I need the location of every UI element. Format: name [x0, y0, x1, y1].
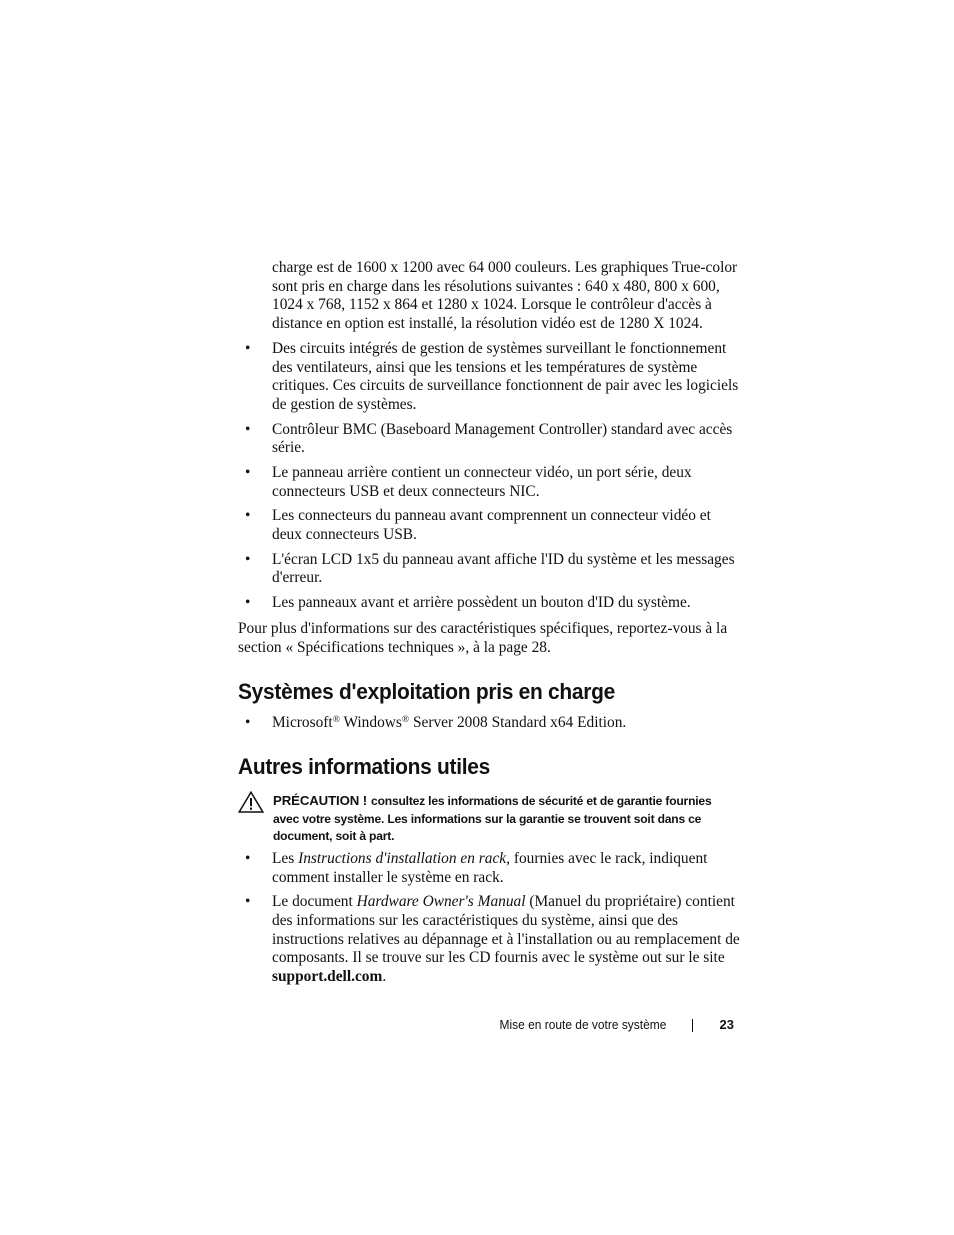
page-number: 23: [719, 1017, 734, 1032]
list-item-text: Des circuits intégrés de gestion de systèmes surveillant le fonctionnement des ventilateurs, ainsi que les tensions et les températures de système critiques. Ces circuits de surveillance fonctionnent de pair avec les logiciels de gestion de systèmes.: [272, 340, 739, 413]
list-item: [238, 507, 742, 544]
caution-label: PRÉCAUTION !: [273, 793, 368, 808]
bullet: •: [245, 550, 251, 568]
list-item: [238, 850, 742, 887]
bullet: •: [245, 507, 251, 525]
registered-mark: ®: [401, 715, 410, 725]
list-item: [238, 714, 742, 733]
os-section-heading: Systèmes d'exploitation pris en charge: [238, 679, 615, 704]
bullet: •: [245, 714, 251, 731]
support-link[interactable]: support.dell.com: [272, 967, 383, 985]
rack-guide-title: Instructions d'installation en rack: [298, 850, 507, 867]
list-item-text: Le panneau arrière contient un connecteur vidéo, un port série, deux connecteurs USB et deux connecteurs NIC.: [272, 463, 692, 500]
caution-note: [238, 790, 742, 846]
manual-title: Hardware Owner's Manual: [356, 893, 526, 911]
list-item: [238, 464, 742, 501]
list-item: [238, 340, 742, 414]
list-item-text: Les panneaux avant et arrière possèdent un bouton d'ID du système.: [272, 594, 691, 612]
info-section-heading: Autres informations utiles: [238, 754, 491, 779]
list-item: [238, 551, 742, 588]
caution-body: consultez les informations de sécurité et de garantie fournies avec votre système. Les informations sur la garantie se trouvent soit dans ce document, soit à part.: [273, 794, 712, 844]
continuation-paragraph: charge est de 1600 x 1200 avec 64 000 couleurs. Les graphiques True-color sont pris en charge dans les résolutions suivantes : 640 x 480, 800 x 600, 1024 x 768, 1152 x 864 et 1280 x 1024. Lorsque le contrôleur d'accès à distance en option est installé, la résolution vidéo est de 1280 X 1024.: [272, 259, 738, 332]
list-item-text: , fournies avec le rack, indiquent comment installer le système en rack.: [272, 850, 708, 886]
bullet: •: [245, 893, 251, 911]
list-item: [238, 594, 742, 613]
registered-mark: ®: [332, 715, 340, 725]
bullet: •: [245, 594, 251, 612]
feature-list: [238, 340, 742, 619]
caution-triangle-icon: [238, 791, 264, 813]
os-windows: Windows: [343, 714, 402, 731]
list-item-text: Les connecteurs du panneau avant comprennent un connecteur vidéo et deux connecteurs USB.: [272, 507, 711, 543]
bullet: •: [245, 420, 251, 438]
footer-divider: [692, 1019, 693, 1032]
os-microsoft: Microsoft: [272, 714, 333, 731]
list-item: [238, 421, 742, 458]
list-item-text: Les: [272, 850, 299, 867]
footer-title: Mise en route de votre système: [499, 1017, 666, 1032]
list-item-text: (Manuel du propriétaire) contient des informations sur les caractéristiques du système, ainsi que des instructions relatives au dépannage et à l'installation ou au remplacement de composants. Il se trouve sur les CD fournis avec le système out sur le site: [272, 893, 740, 967]
more-info-paragraph: Pour plus d'informations sur des caractéristiques spécifiques, reportez-vous à la section « Spécifications techniques », à la page 28.: [238, 620, 728, 656]
bullet: •: [245, 850, 251, 867]
info-list: [238, 850, 742, 993]
os-rest: Server 2008 Standard x64 Edition.: [409, 714, 627, 731]
os-list: [238, 714, 742, 733]
caution-text: [273, 792, 733, 846]
page-footer: [300, 1016, 736, 1036]
bullet: •: [245, 463, 251, 481]
list-item: [238, 893, 742, 986]
list-item-text: .: [382, 967, 387, 985]
list-item-text: Le document: [272, 893, 357, 911]
bullet: •: [245, 340, 251, 357]
list-item-text: Contrôleur BMC (Baseboard Management Controller) standard avec accès série.: [272, 420, 733, 457]
list-item-text: L'écran LCD 1x5 du panneau avant affiche l'ID du système et les messages d'erreur.: [272, 550, 735, 587]
